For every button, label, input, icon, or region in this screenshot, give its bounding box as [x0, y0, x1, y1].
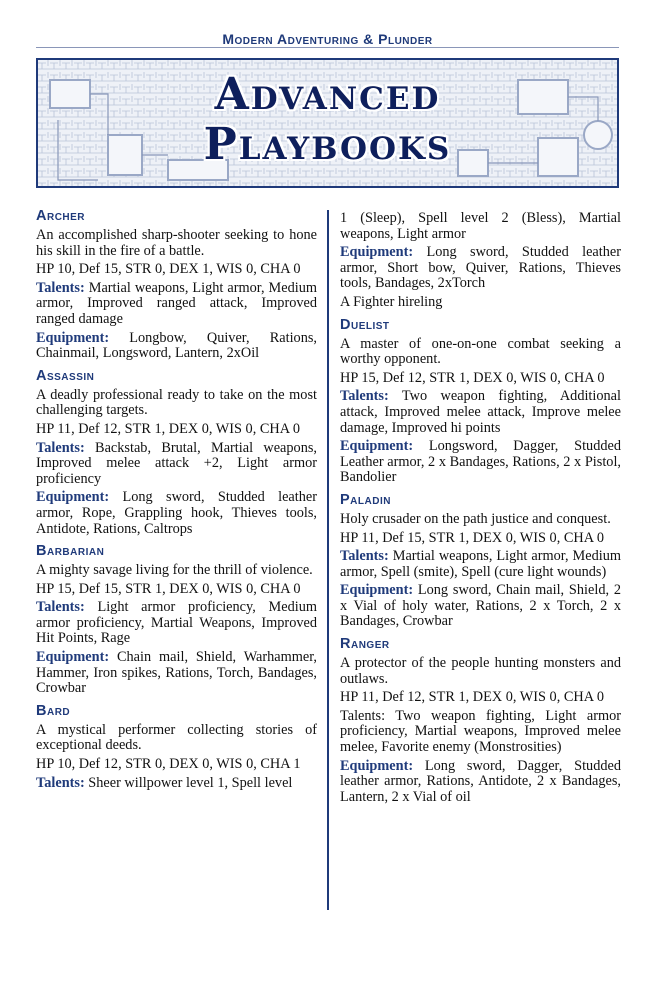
playbook-stats: HP 15, Def 12, STR 1, DEX 0, WIS 0, CHA 0 — [340, 369, 605, 386]
equipment-text: Chain mail, Shield, Warhammer, Hammer, Iron spikes, Rations, Torch, Bandages, Crowbar — [36, 649, 317, 697]
playbook-title: Bard — [36, 702, 71, 719]
playbook-equipment — [340, 245, 621, 292]
equipment-label: Equipment: — [340, 438, 414, 455]
playbook-description: Holy crusader on the path justice and conquest. — [340, 510, 611, 527]
equipment-text: Long sword, Studded leather armor, Rope, Grappling hook, Thieves tools, Antidote, Rations, Caltrops — [36, 489, 317, 537]
playbook-stats: HP 15, Def 15, STR 1, DEX 0, WIS 0, CHA 0 — [36, 580, 301, 597]
playbook-title: Ranger — [340, 636, 390, 653]
playbook-talents: Talents: Two weapon fighting, Light armor proficiency, Martial weapons, Improved melee melee, Favorite enemy (Monstrosities) — [340, 707, 621, 756]
playbook-stats: HP 10, Def 15, STR 0, DEX 1, WIS 0, CHA 0 — [36, 261, 301, 278]
playbook-bard-continued — [340, 211, 621, 311]
playbook-equipment — [36, 331, 317, 362]
playbook-talents — [36, 600, 317, 647]
playbook-title: Duelist — [340, 316, 390, 333]
equipment-text: Longbow, Quiver, Rations, Chainmail, Longsword, Lantern, 2xOil — [36, 329, 317, 362]
playbook-description: A mystical performer collecting stories of exceptional deeds. — [36, 721, 317, 754]
page-title-line-2: Playbooks — [203, 119, 452, 170]
playbook-stats: HP 11, Def 12, STR 1, DEX 0, WIS 0, CHA 0 — [340, 689, 604, 706]
talents-text: Light armor proficiency, Medium armor proficiency, Martial Weapons, Improved Hit Points, Rage — [36, 599, 317, 647]
playbook-stats: HP 10, Def 12, STR 0, DEX 0, WIS 0, CHA 1 — [36, 756, 301, 773]
playbook-equipment — [340, 583, 621, 630]
talents-label: Talents: — [36, 774, 85, 791]
playbook-archer — [36, 208, 317, 362]
header-rule — [36, 47, 619, 48]
playbook-talents — [36, 776, 317, 792]
playbook-description: A mighty savage living for the thrill of violence. — [36, 562, 313, 579]
equipment-text: Long sword, Chain mail, Shield, 2 x Vial of holy water, Rations, 2 x Torch, 2 x Bandages, Crowbar — [340, 582, 621, 630]
playbook-title: Assassin — [36, 367, 95, 384]
playbook-title: Barbarian — [36, 543, 105, 560]
playbook-title: Archer — [36, 208, 86, 224]
playbook-description: A master of one-on-one combat seeking a worthy opponent. — [340, 335, 621, 368]
talents-text: Sheer willpower level 1, Spell level — [84, 774, 293, 791]
playbook-talents — [36, 281, 317, 328]
playbook-barbarian — [36, 543, 317, 697]
talents-label: Talents: — [340, 548, 389, 565]
running-header: Modern Adventuring & Plunder — [222, 31, 433, 47]
playbook-paladin — [340, 492, 621, 630]
talents-label: Talents: — [36, 599, 85, 616]
equipment-label: Equipment: — [36, 649, 110, 666]
playbook-talents — [340, 389, 621, 436]
equipment-text: Long sword, Studded leather armor, Short bow, Quiver, Rations, Thieves tools, Bandages, 2xTorch — [340, 244, 621, 292]
playbook-stats: HP 11, Def 12, STR 1, DEX 0, WIS 0, CHA 0 — [36, 420, 300, 437]
right-column — [340, 211, 621, 808]
equipment-label: Equipment: — [340, 757, 414, 774]
playbook-equipment — [36, 650, 317, 697]
left-column — [36, 208, 317, 794]
playbook-talents — [36, 441, 317, 488]
playbook-description: A deadly professional ready to take on the most challenging targets. — [36, 386, 317, 419]
playbook-title: Paladin — [340, 491, 391, 508]
playbook-description: An accomplished sharp-shooter seeking to hone his skill in the fire of a battle. — [36, 227, 317, 259]
playbook-talents — [340, 549, 621, 580]
playbook-bard — [36, 703, 317, 791]
talents-label: Talents: — [36, 279, 85, 296]
talents-text: Two weapon fighting, Additional attack, Improved melee attack, Improve melee damage, Improved hi points — [340, 388, 621, 436]
playbook-description: A protector of the people hunting monsters and outlaws. — [340, 655, 621, 687]
talents-text: Martial weapons, Light armor, Medium armor, Improved ranged attack, Improved ranged damage — [36, 279, 317, 327]
talents-text: Backstab, Brutal, Martial weapons, Improved melee attack +2, Light armor proficiency — [36, 439, 317, 487]
playbook-equipment — [340, 759, 621, 806]
talents-continued: 1 (Sleep), Spell level 2 (Bless), Martial weapons, Light armor — [340, 210, 621, 242]
playbook-duelist — [340, 317, 621, 486]
equipment-text: Long sword, Dagger, Studded leather armor, Rations, Antidote, 2 x Bandages, Lantern, 2 x Vial of oil — [340, 757, 621, 805]
title-banner — [36, 58, 619, 188]
equipment-label: Equipment: — [340, 582, 414, 599]
playbook-equipment — [36, 490, 317, 537]
page-title — [38, 70, 617, 170]
playbook-equipment — [340, 439, 621, 486]
page-title-line-1: Advanced — [214, 69, 441, 120]
column-divider — [327, 210, 329, 910]
playbook-stats: HP 11, Def 15, STR 1, DEX 0, WIS 0, CHA 0 — [340, 529, 604, 546]
playbook-ranger — [340, 636, 621, 805]
playbook-extra: A Fighter hireling — [340, 293, 443, 310]
equipment-label: Equipment: — [36, 329, 110, 346]
talents-label: Talents: — [340, 388, 389, 405]
talents-text: Martial weapons, Light armor, Medium armor, Spell (smite), Spell (cure light wounds) — [340, 548, 621, 580]
talents-label: Talents: — [36, 439, 85, 456]
equipment-label: Equipment: — [36, 489, 110, 506]
playbook-assassin — [36, 368, 317, 537]
equipment-text: Longsword, Dagger, Studded Leather armor, 2 x Bandages, Rations, 2 x Pistol, Bandolier — [340, 438, 621, 486]
equipment-label: Equipment: — [340, 244, 414, 261]
